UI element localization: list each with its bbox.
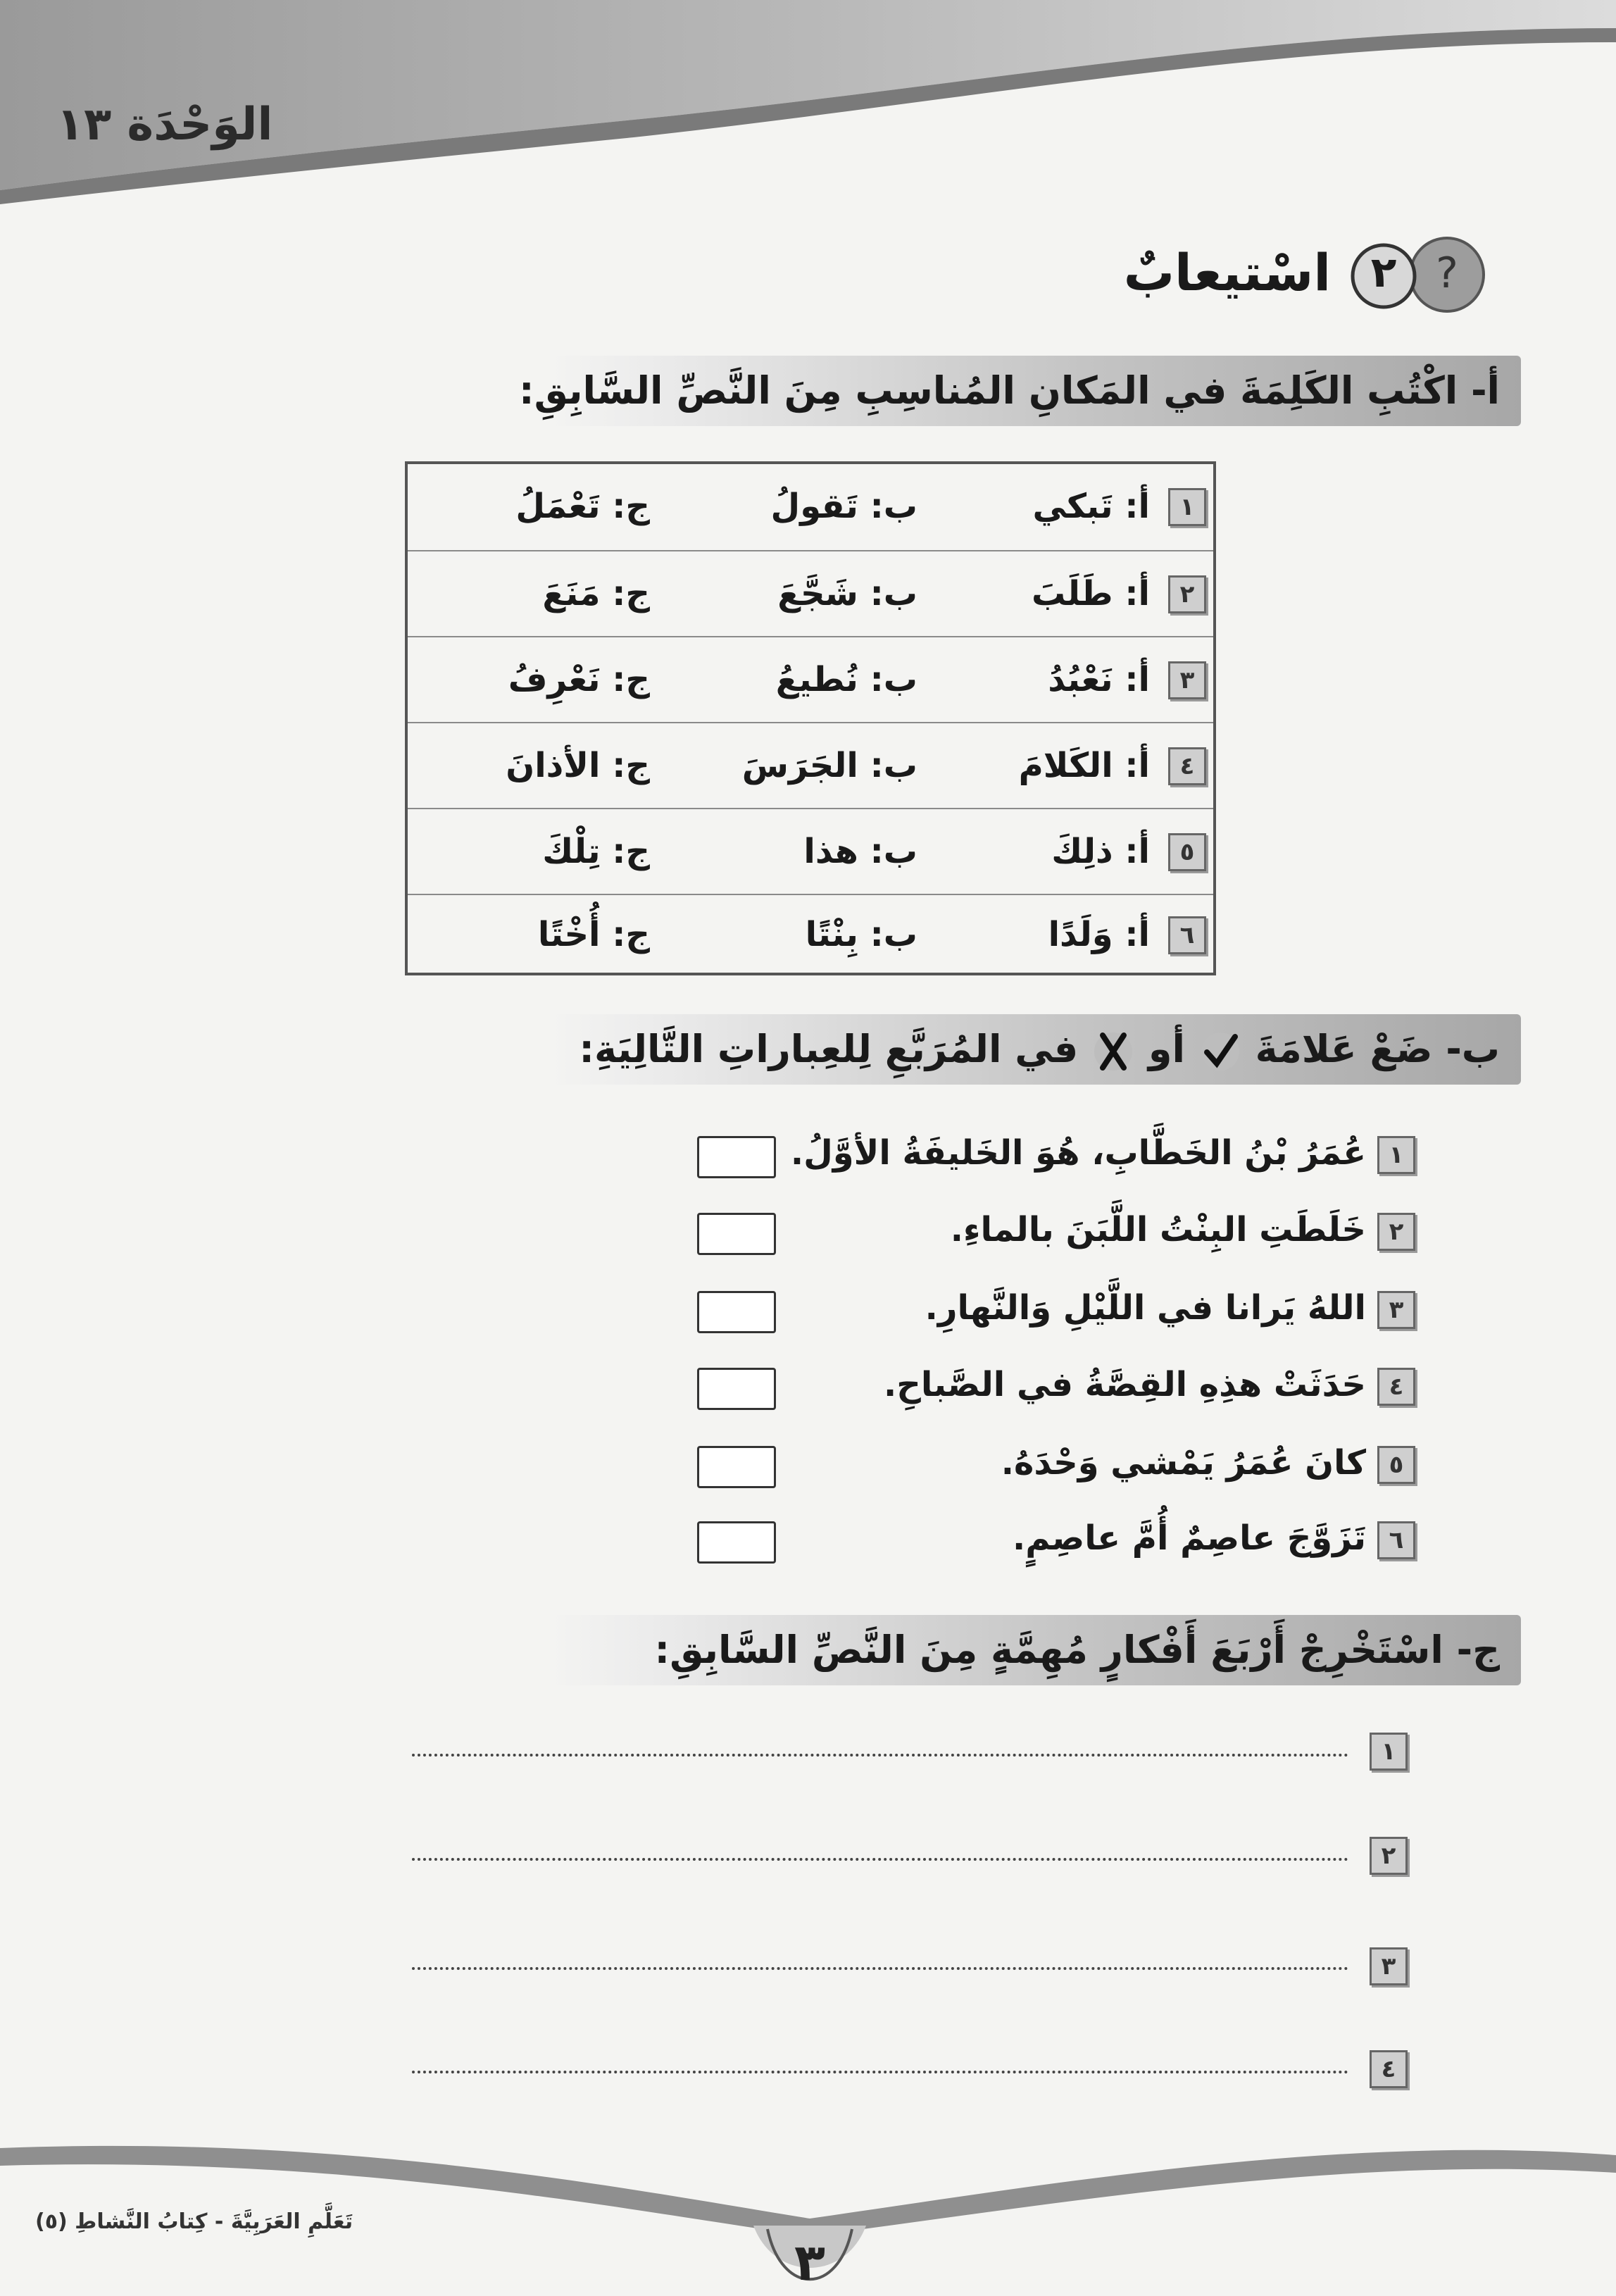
option-a: أ: طَلَبَ — [1032, 574, 1150, 613]
book-title: تَعَلَّمِ العَرَبِيَّةَ - كِتابُ النَّشاطِ (٥) — [35, 2209, 353, 2234]
row-number: ١ — [1168, 488, 1206, 526]
answer-box[interactable] — [697, 1136, 776, 1178]
option-b: ب: تَقولُ — [770, 487, 917, 526]
row-number: ٣ — [1168, 661, 1206, 699]
row-number: ٥ — [1168, 833, 1206, 871]
item-number: ٤ — [1377, 1368, 1415, 1406]
section-title: اسْتيعابٌ — [1123, 243, 1331, 302]
option-c: ج: أُخْتًا — [537, 915, 650, 954]
line-number: ٤ — [1370, 2050, 1408, 2088]
statement-text: خَلَطَتِ البِنْتُ اللَّبَنَ بالماءِ. — [950, 1210, 1366, 1249]
statement-text: تَزَوَّجَ عاصِمٌ أُمَّ عاصِمٍ. — [1013, 1518, 1366, 1558]
section-number: ٢ — [1370, 248, 1397, 297]
table-row — [408, 464, 1213, 550]
list-item — [697, 1439, 1422, 1495]
checkmark-icon — [1198, 1030, 1242, 1073]
answer-box[interactable] — [697, 1213, 776, 1255]
line-number: ٣ — [1370, 1947, 1408, 1985]
table-row — [408, 550, 1213, 637]
option-b: ب: شَجَّعَ — [777, 574, 917, 613]
part-a-instruction-bar — [518, 356, 1521, 426]
answer-line[interactable] — [412, 1754, 1348, 1757]
list-item — [697, 1206, 1422, 1262]
x-mark-icon — [1091, 1030, 1135, 1073]
part-a-instruction: أ- اكْتُبِ الكَلِمَةَ في المَكانِ المُناسِبِ مِنَ النَّصِّ السَّابِقِ: — [518, 368, 1500, 413]
answer-line[interactable] — [412, 2071, 1348, 2073]
answer-box[interactable] — [697, 1446, 776, 1488]
item-number: ٦ — [1377, 1521, 1415, 1559]
statement-text: حَدَثَتْ هذِهِ القِصَّةُ في الصَّباحِ. — [884, 1365, 1366, 1404]
option-a: أ: وَلَدًا — [1048, 915, 1150, 954]
part-c-instruction: ج- اسْتَخْرِجْ أَرْبَعَ أَفْكارٍ مُهِمَّةٍ مِنَ النَّصِّ السَّابِقِ: — [654, 1628, 1500, 1672]
part-b-connector: أو — [1148, 1027, 1185, 1071]
svg-text:?: ? — [1436, 249, 1458, 298]
answer-box[interactable] — [697, 1521, 776, 1564]
answer-box[interactable] — [697, 1291, 776, 1333]
answer-line[interactable] — [412, 1967, 1348, 1970]
item-number: ٢ — [1377, 1213, 1415, 1251]
table-row — [408, 636, 1213, 723]
line-number: ١ — [1370, 1733, 1408, 1771]
row-number: ٢ — [1168, 575, 1206, 613]
answer-line[interactable] — [412, 1858, 1348, 1861]
item-number: ٥ — [1377, 1446, 1415, 1484]
option-a: أ: الكَلامَ — [1018, 746, 1150, 785]
statement-text: عُمَرُ بْنُ الخَطَّابِ، هُوَ الخَليفَةُ الأوَّلُ. — [790, 1133, 1366, 1173]
part-b-suffix: في المُرَبَّعِ لِلعِباراتِ التَّالِيَةِ: — [579, 1027, 1079, 1071]
table-row — [408, 894, 1213, 974]
option-c: ج: مَنَعَ — [542, 574, 650, 613]
option-c: ج: تِلْكَ — [542, 832, 650, 871]
list-item — [697, 1514, 1422, 1571]
statement-text: اللهُ يَرانا في اللَّيْلِ وَالنَّهارِ. — [925, 1288, 1366, 1328]
option-b: ب: بِنْتًا — [805, 915, 917, 954]
option-c: ج: نَعْرِفُ — [508, 660, 650, 699]
option-a: أ: ذلِكَ — [1051, 832, 1150, 871]
list-item — [697, 1361, 1422, 1417]
page-number: ٣ — [794, 2233, 825, 2292]
part-b-instruction — [563, 1027, 1500, 1076]
item-number: ١ — [1377, 1136, 1415, 1174]
row-number: ٦ — [1168, 916, 1206, 954]
option-b: ب: نُطيعُ — [775, 660, 917, 699]
statement-text: كانَ عُمَرُ يَمْشي وَحْدَهُ. — [1001, 1443, 1366, 1483]
option-b: ب: الجَرَسَ — [741, 746, 917, 785]
multiple-choice-table — [405, 461, 1216, 975]
list-item — [697, 1284, 1422, 1340]
table-row — [408, 808, 1213, 895]
part-b-prefix: ب- ضَعْ عَلامَةَ — [1255, 1027, 1500, 1071]
option-a: أ: نَعْبُدُ — [1048, 660, 1150, 699]
option-c: ج: تَعْمَلُ — [515, 487, 650, 526]
line-number: ٢ — [1370, 1837, 1408, 1875]
answer-box[interactable] — [697, 1368, 776, 1410]
part-c-instruction-bar — [549, 1615, 1521, 1685]
table-row — [408, 722, 1213, 809]
option-b: ب: هذا — [803, 832, 917, 871]
option-a: أ: تَبكي — [1032, 487, 1150, 526]
row-number: ٤ — [1168, 747, 1206, 785]
unit-title: الوَحْدَة ١٣ — [56, 99, 273, 151]
item-number: ٣ — [1377, 1291, 1415, 1329]
option-c: ج: الأذانَ — [506, 746, 650, 785]
list-item — [697, 1129, 1422, 1185]
